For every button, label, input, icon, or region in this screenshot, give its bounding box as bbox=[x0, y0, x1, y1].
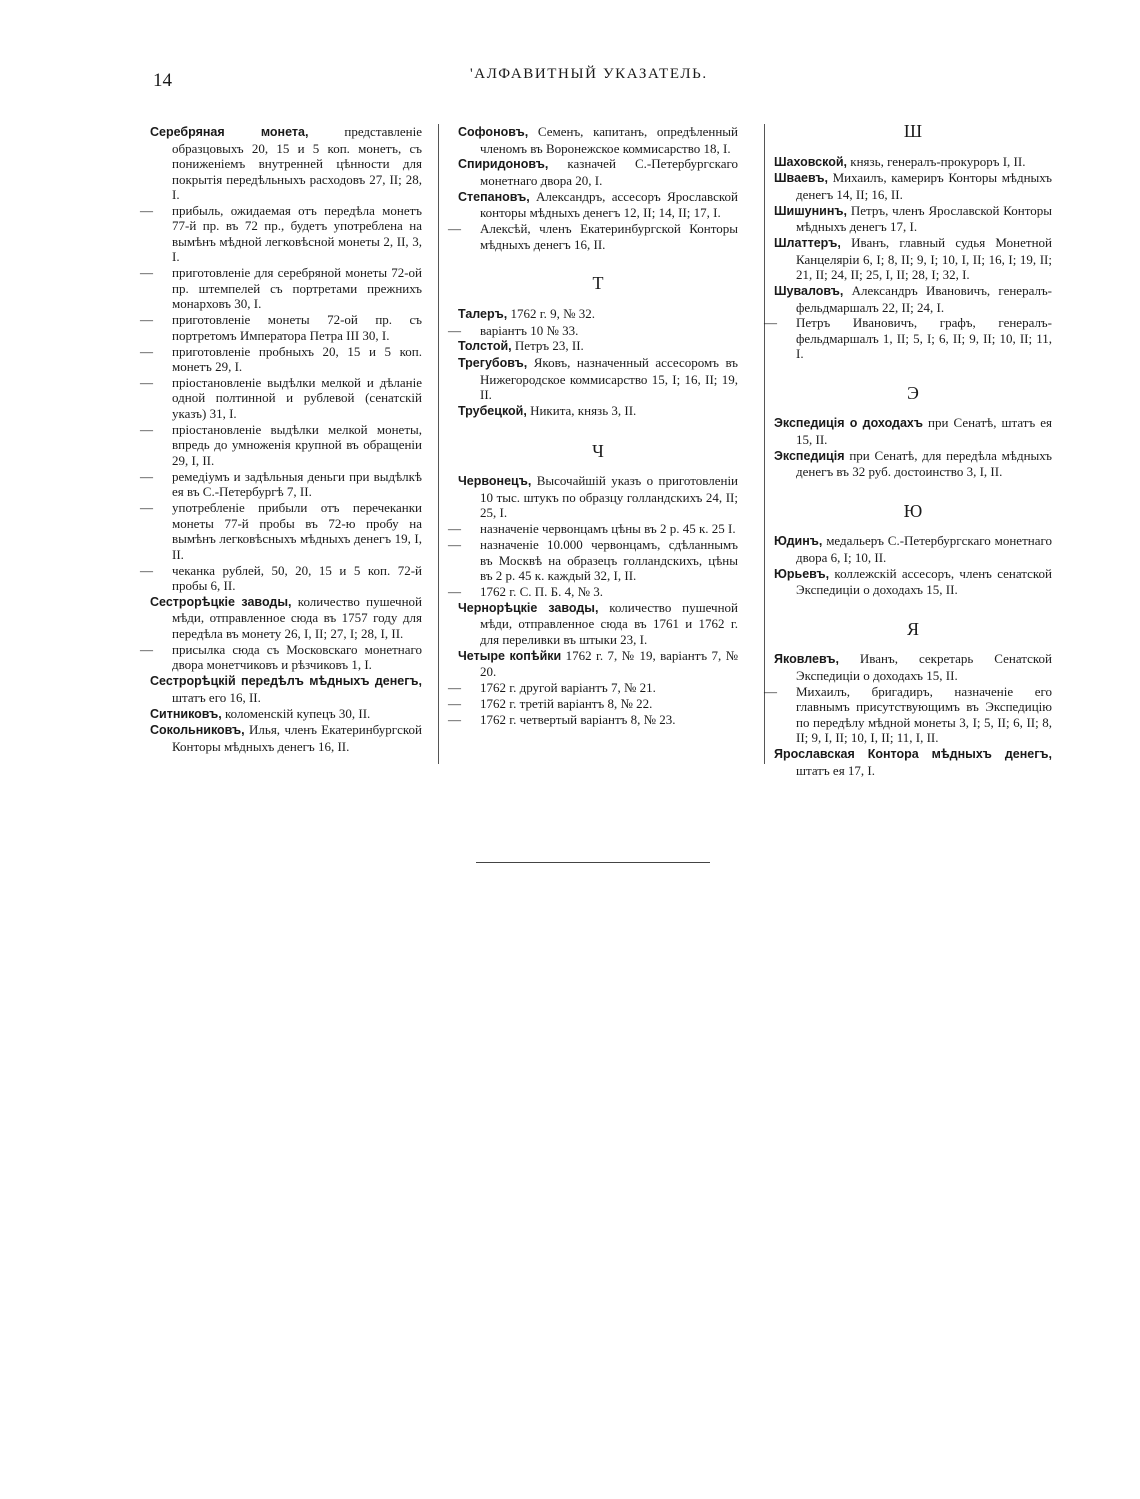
em-dash-marker: — bbox=[448, 583, 461, 599]
em-dash-marker: — bbox=[140, 500, 153, 516]
index-entry bbox=[774, 448, 1052, 480]
index-subentry bbox=[448, 695, 738, 712]
index-subentry bbox=[448, 322, 738, 339]
entry-headword: Чернорѣцкіе заводы, bbox=[458, 600, 599, 615]
em-dash-marker: — bbox=[764, 315, 777, 331]
index-subentry bbox=[140, 265, 422, 312]
index-entry bbox=[458, 648, 738, 680]
entry-text: казначей С.-Петербургскаго монетнаго двора 20, I. bbox=[480, 156, 738, 188]
em-dash-marker: — bbox=[140, 562, 153, 578]
em-dash-marker: — bbox=[448, 221, 461, 237]
entry-text: количество пушечной мѣди, отправленное сюда въ 1761 и 1762 г. для переливки въ штыки 23, I. bbox=[480, 599, 738, 647]
index-entry bbox=[774, 283, 1052, 315]
entry-headword: Трегубовъ, bbox=[458, 356, 528, 371]
entry-headword: Червонецъ, bbox=[458, 474, 532, 489]
entry-text: при Сенатѣ, штатъ ея 15, II. bbox=[796, 415, 1052, 447]
subentry-text: 1762 г. другой варіантъ 7, № 21. bbox=[480, 680, 656, 696]
entry-text: коллежскій ассесоръ, членъ сенатской Экспедиціи о доходахъ 15, II. bbox=[796, 565, 1052, 598]
entry-headword: Сестрорѣцкіе заводы, bbox=[150, 594, 292, 609]
entry-headword: Ярославская Контора мѣдныхъ денегъ, bbox=[774, 747, 1052, 762]
subentry-text: приготовленіе пробныхъ 20, 15 и 5 коп. монетъ 29, I. bbox=[172, 343, 422, 375]
index-subentry bbox=[448, 711, 738, 728]
entry-headword: Экспедиція о доходахъ bbox=[774, 416, 923, 431]
entry-text: коломенскій купецъ 30, II. bbox=[225, 705, 371, 721]
section-letter: Т bbox=[592, 273, 604, 294]
index-subentry bbox=[448, 680, 738, 696]
index-subentry bbox=[448, 221, 738, 252]
subentry-text: варіантъ 10 № 33. bbox=[480, 322, 579, 338]
subentry-text: Михаилъ, бригадиръ, назначеніе его главнымъ присутствующимъ въ Экспедицію по передѣлу мѣдной монеты 3, I; 5, II; 6, II; 8, II; 9, I, II; 10, I, II; 11, I, II. bbox=[796, 683, 1052, 746]
subentry-text: Алексѣй, членъ Екатеринбургской Конторы мѣдныхъ денегъ 16, II. bbox=[480, 221, 738, 252]
entry-text: Яковъ, назначенный ассесоромъ въ Нижегородское коммисарство 15, I; 16, II; 19, II. bbox=[480, 355, 739, 403]
index-entry bbox=[150, 706, 422, 723]
entry-text: штатъ ея 17, I. bbox=[796, 762, 876, 778]
index-entry bbox=[458, 473, 738, 521]
entry-text: медальеръ С.-Петербургскаго монетнаго двора 6, I; 10, II. bbox=[796, 533, 1052, 565]
em-dash-marker: — bbox=[448, 537, 461, 553]
index-subentry bbox=[140, 343, 422, 375]
entry-text: Петръ 23, II. bbox=[514, 338, 584, 354]
em-dash-marker: — bbox=[140, 468, 153, 484]
section-letter: Ч bbox=[592, 440, 604, 461]
entry-headword: Софоновъ, bbox=[458, 125, 529, 139]
entry-text: Высочайшій указъ о приготовленіи 10 тыс. штукъ по образцу голландскихъ 24, II; 25, I. bbox=[480, 473, 739, 521]
entry-headword: Ситниковъ, bbox=[150, 706, 222, 721]
em-dash-marker: — bbox=[140, 202, 153, 218]
em-dash-marker: — bbox=[764, 683, 777, 699]
index-entry bbox=[774, 651, 1052, 683]
subentry-text: присылка сюда съ Московскаго монетнаго двора монетчиковъ и рѣзчиковъ 1, I. bbox=[172, 641, 422, 673]
subentry-text: 1762 г. четвертый варіантъ 8, № 23. bbox=[480, 711, 676, 727]
entry-text: Илья, членъ Екатеринбургской Конторы мѣдныхъ денегъ 16, II. bbox=[172, 722, 422, 754]
entry-headword: Четыре копѣйки bbox=[458, 648, 562, 663]
entry-headword: Юрьевъ, bbox=[774, 566, 830, 581]
entry-headword: Шваевъ, bbox=[774, 171, 828, 186]
running-head: 'АЛФАВИТНЫЙ УКАЗАТЕЛЬ. bbox=[470, 66, 708, 82]
index-subentry bbox=[140, 641, 422, 673]
column-rule bbox=[438, 124, 439, 764]
section-letter: Я bbox=[906, 618, 919, 639]
index-subentry bbox=[140, 562, 422, 594]
index-entry bbox=[774, 566, 1052, 598]
index-entry bbox=[458, 189, 738, 221]
subentry-text: 1762 г. С. П. Б. 4, № 3. bbox=[480, 583, 604, 599]
entry-text: 1762 г. 9, № 32. bbox=[510, 305, 596, 321]
section-letter: Э bbox=[907, 382, 919, 403]
index-entry bbox=[458, 156, 738, 188]
em-dash-marker: — bbox=[140, 312, 153, 328]
subentry-text: Петръ Ивановичъ, графъ, генералъ-фельдмаршалъ 1, II; 5, I; 6, II; 9, II; 10, II; 11, I. bbox=[796, 315, 1052, 362]
subentry-text: приготовленіе для серебряной монеты 72-ой пр. штемпелей съ портретами прежнихъ монарховъ 30, I. bbox=[172, 265, 422, 312]
entry-headword: Юдинъ, bbox=[774, 534, 823, 549]
subentry-text: употребленіе прибыли отъ перечеканки монеты 77-й пробы въ 72-ю пробу на вымѣнъ легковѣсныхъ мѣдныхъ денегъ 19, I, II. bbox=[172, 500, 422, 562]
subentry-text: прибыль, ожидаемая отъ передѣла монетъ 77-й пр. въ 72 пр., будетъ употреблена на вымѣнъ мѣдной легковѣсной монеты 2, II, 3, I. bbox=[172, 202, 422, 265]
entry-text: количество пушечной мѣди, отправленное сюда въ 1757 году для передѣла въ монету 26, I, II; 27, I; 28, I, II. bbox=[172, 593, 422, 641]
em-dash-marker: — bbox=[448, 521, 461, 537]
subentry-text: назначеніе 10.000 червонцамъ, сдѣланнымъ въ Москвѣ на образецъ голландскихъ, цѣны въ 2 р. 45 к. каждый 32, I, II. bbox=[480, 537, 738, 584]
entry-text: Никита, князь 3, II. bbox=[530, 403, 637, 419]
index-entry bbox=[774, 235, 1052, 283]
index-entry bbox=[458, 355, 738, 403]
index-subentry bbox=[140, 312, 422, 343]
page-number: 14 bbox=[153, 70, 172, 91]
index-column-1 bbox=[140, 124, 422, 755]
em-dash-marker: — bbox=[140, 265, 153, 281]
index-subentry bbox=[140, 468, 422, 500]
entry-headword: Сокольниковъ, bbox=[150, 723, 245, 738]
subentry-text: чеканка рублей, 50, 20, 15 и 5 коп. 72-й пробы 6, II. bbox=[172, 562, 422, 594]
entry-text: 1762 г. 7, № 19, варіантъ 7, № 20. bbox=[480, 647, 738, 680]
entry-headword: Серебряная монета, bbox=[150, 125, 309, 139]
index-subentry bbox=[764, 315, 1052, 362]
em-dash-marker: — bbox=[140, 343, 153, 359]
subentry-text: пріостановленіе выдѣлки мелкой и дѣланіе одной полтинной и рублевой (сенатскій указъ) 31, I. bbox=[172, 374, 422, 421]
index-entry bbox=[458, 306, 738, 323]
entry-text: Семенъ, капитанъ, опредѣленный членомъ въ Воронежское коммисарство 18, I. bbox=[480, 124, 739, 156]
index-entry bbox=[774, 533, 1052, 565]
em-dash-marker: — bbox=[140, 421, 153, 437]
entry-headword: Трубецкой, bbox=[458, 404, 527, 419]
entry-headword: Степановъ, bbox=[458, 189, 530, 204]
entry-headword: Шуваловъ, bbox=[774, 284, 844, 299]
entry-headword: Толстой, bbox=[458, 339, 512, 354]
index-entry bbox=[458, 403, 738, 420]
entry-text: штатъ его 16, II. bbox=[172, 689, 261, 705]
index-entry bbox=[458, 124, 738, 156]
index-entry bbox=[774, 746, 1052, 778]
em-dash-marker: — bbox=[448, 711, 461, 727]
index-subentry bbox=[448, 583, 738, 600]
entry-headword: Шишунинъ, bbox=[774, 203, 847, 218]
index-column-3 bbox=[764, 121, 1053, 778]
end-rule bbox=[476, 862, 710, 863]
index-subentry bbox=[764, 683, 1052, 746]
entry-text: Петръ, членъ Ярославской Конторы мѣдныхъ денегъ 17, I. bbox=[796, 202, 1052, 235]
index-entry bbox=[774, 170, 1052, 202]
entry-text: Иванъ, секретарь Сенатской Экспедиціи о доходахъ 15, II. bbox=[796, 651, 1053, 683]
index-entry bbox=[774, 154, 1052, 171]
em-dash-marker: — bbox=[448, 695, 461, 711]
index-subentry bbox=[140, 202, 422, 265]
index-column-2 bbox=[448, 124, 739, 728]
entry-text: Александръ Ивановичъ, генералъ-фельдмаршалъ 22, II; 24, I. bbox=[796, 283, 1052, 315]
section-letter: Ю bbox=[903, 500, 923, 521]
subentry-text: приготовленіе монеты 72-ой пр. съ портретомъ Императора Петра III 30, I. bbox=[172, 312, 422, 343]
entry-headword: Яковлевъ, bbox=[774, 652, 839, 667]
entry-text: при Сенатѣ, для передѣла мѣдныхъ денегъ въ 32 руб. достоинство 3, I, II. bbox=[796, 447, 1052, 480]
entry-headword: Шлаттеръ, bbox=[774, 236, 841, 251]
index-entry bbox=[774, 203, 1052, 235]
index-subentry bbox=[140, 500, 422, 562]
entry-text: князь, генералъ-прокуроръ I, II. bbox=[850, 153, 1026, 169]
entry-text: Александръ, ассесоръ Ярославской конторы мѣдныхъ денегъ 12, II; 14, II; 17, I. bbox=[480, 188, 738, 221]
index-subentry bbox=[448, 537, 738, 584]
index-entry bbox=[774, 415, 1052, 447]
section-letter: Ш bbox=[903, 121, 923, 141]
entry-headword: Спиридоновъ, bbox=[458, 157, 549, 172]
index-subentry bbox=[140, 421, 422, 469]
index-subentry bbox=[140, 374, 422, 422]
index-subentry bbox=[448, 521, 738, 537]
em-dash-marker: — bbox=[140, 374, 153, 390]
subentry-text: 1762 г. третій варіантъ 8, № 22. bbox=[480, 695, 653, 711]
index-entry bbox=[150, 594, 422, 642]
entry-text: Иванъ, главный судья Монетной Канцеляріи 6, I; 8, II; 9, I; 10, I, II; 16, I; 19, II; 21, II; 24, II; 25, I, II; 28, I; 32, I. bbox=[796, 235, 1052, 283]
index-entry bbox=[150, 124, 422, 203]
entry-headword: Сестрорѣцкій передѣлъ мѣдныхъ денегъ, bbox=[150, 674, 422, 689]
entry-headword: Экспедиція bbox=[774, 448, 845, 463]
em-dash-marker: — bbox=[448, 680, 461, 696]
entry-text: представленіе образцовыхъ 20, 15 и 5 коп. монетъ, съ пониженіемъ внутренней цѣнности для покрытія передѣльныхъ расходовъ 27, II; 28, I. bbox=[172, 124, 422, 202]
index-entry bbox=[458, 338, 738, 355]
column-rule bbox=[764, 124, 765, 764]
entry-headword: Шаховской, bbox=[774, 154, 847, 169]
index-entry bbox=[150, 673, 422, 705]
subentry-text: назначеніе червонцамъ цѣны въ 2 р. 45 к. 25 I. bbox=[480, 521, 736, 537]
subentry-text: пріостановленіе выдѣлки мелкой монеты, впредь до умноженія крупной въ обращеніи 29, I, II. bbox=[172, 421, 422, 468]
entry-text: Михаилъ, камериръ Конторы мѣдныхъ денегъ 14, II; 16, II. bbox=[796, 170, 1053, 202]
index-entry bbox=[150, 722, 422, 754]
index-entry bbox=[458, 600, 738, 648]
entry-headword: Талеръ, bbox=[458, 306, 508, 321]
subentry-text: ремедіумъ и задѣльныя деньги при выдѣлкѣ ея въ С.-Петербургѣ 7, II. bbox=[172, 468, 422, 500]
em-dash-marker: — bbox=[448, 322, 461, 338]
em-dash-marker: — bbox=[140, 641, 153, 657]
